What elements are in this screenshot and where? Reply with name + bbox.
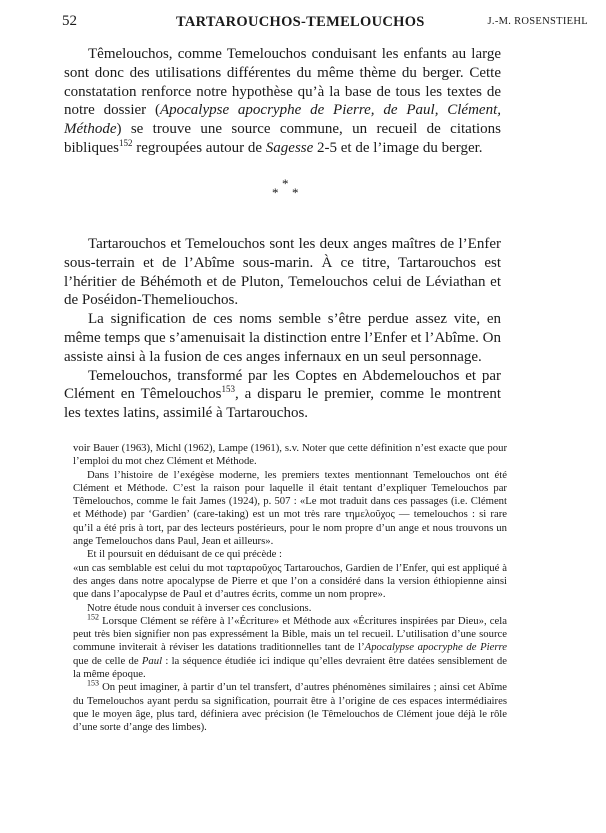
- body-text-bottom: [64, 235, 501, 423]
- asterism-star: *: [282, 176, 289, 191]
- footnote-continuation: voir Bauer (1963), Michl (1962), Lampe (1961), s.v. Noter que cette définition n’est exacte que pour l’emploi du mot chez Clément et Méthode.: [73, 442, 507, 468]
- paragraph-1: Têmelouchos, comme Temelouchos conduisant les enfants au large sont donc des utilisations différentes du même thème du berger. Cette constatation renforce notre hypothèse qu’à la base de tous les textes de notre dossier (Apocalypse apocryphe de Pierre, de Paul, Clément, Méthode) se trouve une source commune, un recueil de citations bibliques$^{152}$ regroupées autour de Sagesse 2-5 et de l’image du berger.: [64, 46, 502, 156]
- footnote-quotation: «un cas semblable est celui du mot ταρταροῦχος Tartarouchos, Gardien de l’Enfer, qui est appliqué à des anges dans notre apocalypse de Pierre et que l’on a considéré dans la version éthiopienne ainsi que dans l’apocalypse de Paul et d’autres écrits, comme un nom propre».: [73, 561, 507, 601]
- running-author: J.-M. ROSENSTIEHL: [487, 16, 588, 27]
- footnote-153: $^{153}$ On peut imaginer, à partir d’un tel transfert, d’autres phénomènes similaires ; ainsi cet Abîme du Temelouchos ayant perdu sa signification, pourrait être à l’origine de ces espaces intermédiaires que le moyen âge, plus tard, définiera avec précision (le Têmelouchos de Clément joue déjà le rôle d’une sorte d’ange des limbes).: [73, 678, 507, 734]
- paragraph-3: La signification de ces noms semble s’être perdue assez vite, en même temps que s’amenuisait la distinction entre l’Enfer et l’Abîme. On assiste ainsi à la fusion de ces anges infernaux en un seul personnage.: [64, 311, 501, 365]
- asterism-star: *: [292, 185, 299, 200]
- footnote-paragraph: Et il poursuit en déduisant de ce qui précède :: [87, 548, 282, 561]
- page-number: 52: [62, 13, 77, 29]
- body-text-top: [64, 45, 501, 158]
- footnote-ref-153: 153: [221, 384, 235, 395]
- footnote-152: $^{152}$ Lorsque Clément se réfère à l’«Écriture» et Méthode aux «Écritures inspirées par Dieu», cela peut très bien signifier non pas expressément la Bible, mais un tel recueil. L’utilisation d’une source commune inviterait à réviser les datations traditionnelles tant de l’Apocalypse apocryphe de Pierre que de celle de Paul : la séquence étudiée ici indique qu’elles devraient être datées sensiblement de la même époque.: [73, 612, 507, 681]
- running-title: TARTAROUCHOS-TEMELOUCHOS: [176, 14, 425, 30]
- paragraph-4: Temelouchos, transformé par les Coptes en Abdemelouchos et par Clément en Têmelouchos$^{153}$, a disparu le premier, comme le montrent les textes latins, assimilé à Tartarouchos.: [64, 367, 501, 422]
- footnote-number: 152: [87, 612, 99, 622]
- footnote-ref-152: 152: [119, 137, 133, 148]
- running-head: [62, 13, 588, 31]
- footnote-number: 153: [87, 678, 99, 688]
- footnote-paragraph: Notre étude nous conduit à inverser ces conclusions.: [87, 601, 312, 614]
- footnote-paragraph: Dans l’histoire de l’exégèse moderne, les premiers textes mentionnant Temelouchos ont été Clément et Méthode. C’est la raison pour laquelle il était tentant d’expliquer Temelouchos par Têmelouchos, comme le fait James (1924), p. 507 : «Le mot traduit dans ces passages (i.e. Clément et Méthode) par ‘Gardien’ (care-taking) est un mot très rare τημελοῦχος — temelouchos : si rare qu’il a été pris à tort, par des lecteurs postérieurs, pour le nom propre d’un ange et nous trouvons un ange Temelouchos dans Paul, Jean et ailleurs».: [73, 468, 507, 548]
- asterism: [266, 176, 310, 200]
- footnotes: [73, 442, 507, 735]
- asterism-star: *: [272, 185, 279, 200]
- paragraph-2: Tartarouchos et Temelouchos sont les deux anges maîtres de l’Enfer sous-terrain et de l’Abîme sous-marin. À ce titre, Tartarouchos est l’héritier de Béhémoth et de Pluton, Temelouchos celui de Léviathan et de Poséidon-Themeliouchos.: [64, 236, 501, 309]
